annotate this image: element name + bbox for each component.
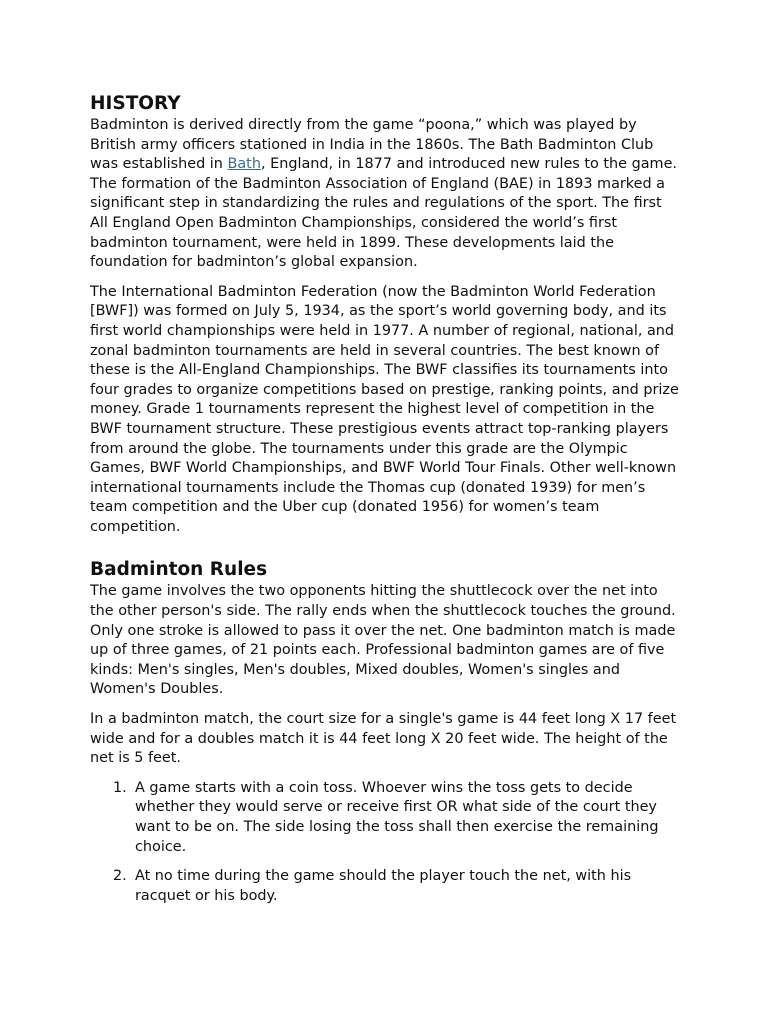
list-item-number: 2.: [113, 868, 127, 885]
history-p1-text-end: , England, in 1877 and introduced new rules to the game. The formation of the Badminton Association of England (BAE) in 1893 marked a significant step in standardizing the rules and regulations of the sport. The first All England Open Badminton Championships, considered the world’s first badminton tournament, were held in 1899. These developments laid the foundation for badminton’s global expansion.: [90, 156, 677, 271]
history-paragraph-1: [90, 116, 680, 273]
list-item-number: 1.: [113, 779, 127, 796]
rules-heading: Badminton Rules: [90, 559, 268, 581]
history-heading: HISTORY: [90, 93, 181, 114]
rules-list: [90, 779, 680, 907]
rules-list-item: [90, 867, 680, 906]
list-item-text: At no time during the game should the player touch the net, with his racquet or his body.: [135, 868, 632, 904]
rules-paragraph-1: The game involves the two opponents hitting the shuttlecock over the net into the other person's side. The rally ends when the shuttlecock touches the ground. Only one stroke is allowed to pass it over the net. One badminton match is made up of three games, of 21 points each. Professional badminton games are of five kinds: Men's singles, Men's doubles, Mixed doubles, Women's singles and Women's Doubles.: [90, 583, 676, 698]
rules-list-item: [90, 779, 680, 857]
bath-link[interactable]: Bath: [227, 156, 261, 173]
rules-paragraph-2: In a badminton match, the court size for a single's game is 44 feet long X 17 feet wide and for a doubles match it is 44 feet long X 20 feet wide. The height of the net is 5 feet.: [90, 711, 677, 767]
list-item-text: A game starts with a coin toss. Whoever wins the toss gets to decide whether they would serve or receive first OR what side of the court they want to be on. The side losing the toss shall then exercise the remaining choice.: [135, 779, 659, 855]
history-paragraph-2: The International Badminton Federation (now the Badminton World Federation [BWF]) was formed on July 5, 1934, as the sport’s world governing body, and its first world championships were held in 1977. A number of regional, national, and zonal badminton tournaments are held in several countries. The best known of these is the All-England Championships. The BWF classifies its tournaments into four grades to organize competitions based on prestige, ranking points, and prize money. Grade 1 tournaments represent the highest level of competition in the BWF tournament structure. These prestigious events attract top-ranking players from around the globe. The tournaments under this grade are the Olympic Games, BWF World Championships, and BWF World Tour Finals. Other well-known international tournaments include the Thomas cup (donated 1939) for men’s team competition and the Uber cup (donated 1956) for women’s team competition.: [90, 283, 679, 535]
history-p1-text-start: Badminton is derived directly from the game “poona,” which was played by British army officers stationed in India in the 1860s. The Bath Badminton Club was established in: [90, 117, 654, 173]
document-page: [90, 92, 680, 916]
